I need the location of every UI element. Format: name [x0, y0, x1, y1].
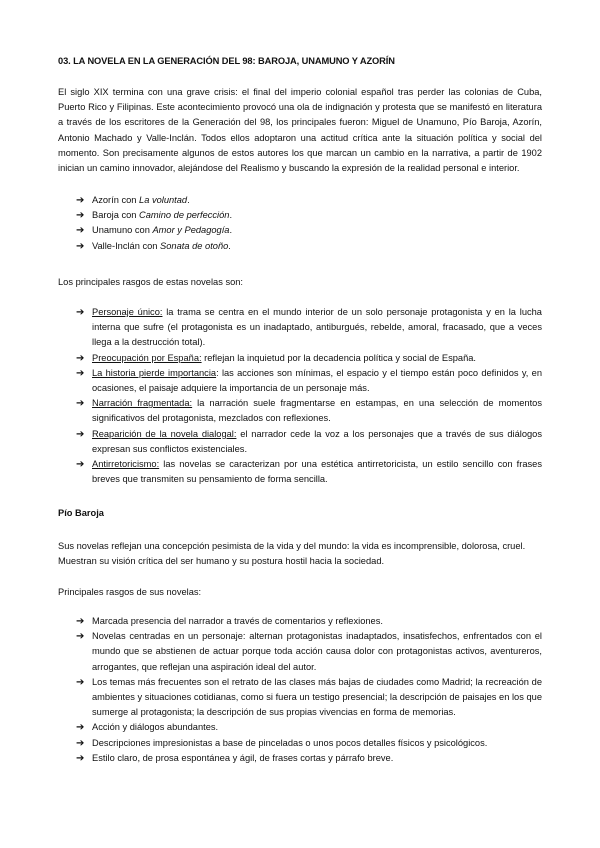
baroja-rasgos-intro: Principales rasgos de sus novelas:: [58, 587, 202, 597]
rasgos-intro: Los principales rasgos de estas novelas son:: [58, 277, 244, 287]
page-title: 03. LA NOVELA EN LA GENERACIÓN DEL 98: BAROJA, UNAMUNO Y AZORÍN: [58, 56, 395, 66]
list-item: ➔ Preocupación por España: reflejan la inquietud por la decadencia política y social de España.: [76, 351, 542, 366]
list-item: ➔ Los temas más frecuentes son el retrato de las clases más bajas de ciudades como Madrid; la recreación de ambientes y situaciones cotidianas, como si fuera un testigo presencial; la descripción de paisajes en los que sumerge al protagonista; la descripción de sus propias vivencias en forma de memorias.: [76, 676, 542, 718]
list-item: ➔ Personaje único: la trama se centra en el mundo interior de un solo personaje protagonista y en la lucha interna que sufre (el protagonista es un inadaptado, antiburgués, rebelde, amoral, fracasado, que a veces llega a la destrucción total).: [76, 307, 542, 348]
arrow-icon: ➔: [76, 398, 85, 410]
arrow-icon: ➔: [76, 240, 85, 252]
arrow-icon: ➔: [76, 676, 85, 688]
intro-paragraph: El siglo XIX termina con una grave crisis: el final del imperio colonial español tras perder las colonias de Cuba, Puerto Rico y Filipinas. Este acontecimiento provocó una ola de indignación y protesta que se manifestó en literatura a través de los escritores de la Generación del 98, los principales fueron: Miguel de Unamuno, Pío Baroja, Azorín, Antonio Machado y Valle-Inclán. Todos ellos adoptaron una actitud crítica ante la situación política y social del momento. Son precisamente algunos de estos autores los que marcan un cambio en la narrativa, a partir de 1902 inician un camino innovador, alejándose del Realismo y buscando la expresión de la realidad personal e interior.: [58, 87, 542, 174]
list-item: ➔ Antirretoricismo: las novelas se caracterizan por una estética antirretoricista, un estilo sencillo con frases breves que transmiten su pensamiento de forma sencilla.: [76, 459, 542, 485]
arrow-icon: ➔: [76, 616, 85, 627]
arrow-icon: ➔: [76, 428, 85, 440]
arrow-icon: ➔: [76, 307, 85, 318]
list-item: ➔ Estilo claro, de prosa espontánea y ágil, de frases cortas y párrafo breve.: [76, 751, 542, 766]
arrow-icon: ➔: [76, 752, 85, 764]
list-item: ➔ Marcada presencia del narrador a través de comentarios y reflexiones.: [76, 614, 542, 629]
arrow-icon: ➔: [76, 367, 85, 379]
arrow-icon: ➔: [76, 631, 85, 643]
arrow-icon: ➔: [76, 722, 85, 734]
list-item: ➔ Valle-Inclán con Sonata de otoño.: [76, 239, 542, 254]
works-list: [76, 193, 542, 254]
baroja-intro-paragraph: Sus novelas reflejan una concepción pesimista de la vida y del mundo: la vida es incomprensible, dolorosa, cruel. Muestran su visión crítica del ser humano y su postura hostil hacia la sociedad.: [58, 541, 526, 567]
list-item: ➔ La historia pierde importancia: las acciones son mínimas, el espacio y el tiempo están poco definidos y, en ocasiones, el paisaje adquiere la importancia de un personaje más.: [76, 367, 542, 394]
arrow-icon: ➔: [76, 737, 85, 749]
list-item: ➔ Reaparición de la novela dialogal: el narrador cede la voz a los personajes que a través de sus diálogos expresan sus conflictos existenciales.: [76, 428, 542, 454]
arrow-icon: ➔: [76, 459, 85, 471]
arrow-icon: ➔: [76, 210, 85, 222]
arrow-icon: ➔: [76, 195, 85, 206]
list-item: ➔ Baroja con Camino de perfección.: [76, 208, 542, 223]
list-item: ➔ Novelas centradas en un personaje: alternan protagonistas inadaptados, insatisfechos, enfrentados con el mundo que se abstienen de actuar porque toda acción causa dolor con protagonistas activos, aventureros, arrogantes, que reflejan una aspiración ideal del autor.: [76, 631, 542, 672]
arrow-icon: ➔: [76, 225, 85, 237]
list-item: ➔ Acción y diálogos abundantes.: [76, 720, 542, 735]
list-item: ➔ Unamuno con Amor y Pedagogía.: [76, 223, 542, 238]
section-heading: Pío Baroja: [58, 508, 104, 518]
baroja-rasgos-list: [76, 614, 542, 766]
rasgos-list: [76, 305, 542, 487]
list-item: ➔ Azorín con La voluntad.: [76, 193, 542, 208]
list-item: ➔ Descripciones impresionistas a base de pinceladas o unos pocos detalles físicos y psicológicos.: [76, 736, 542, 751]
arrow-icon: ➔: [76, 352, 85, 364]
list-item: ➔ Narración fragmentada: la narración suele fragmentarse en estampas, en una selección de momentos significativos del protagonista, mezclados con reflexiones.: [76, 398, 542, 424]
